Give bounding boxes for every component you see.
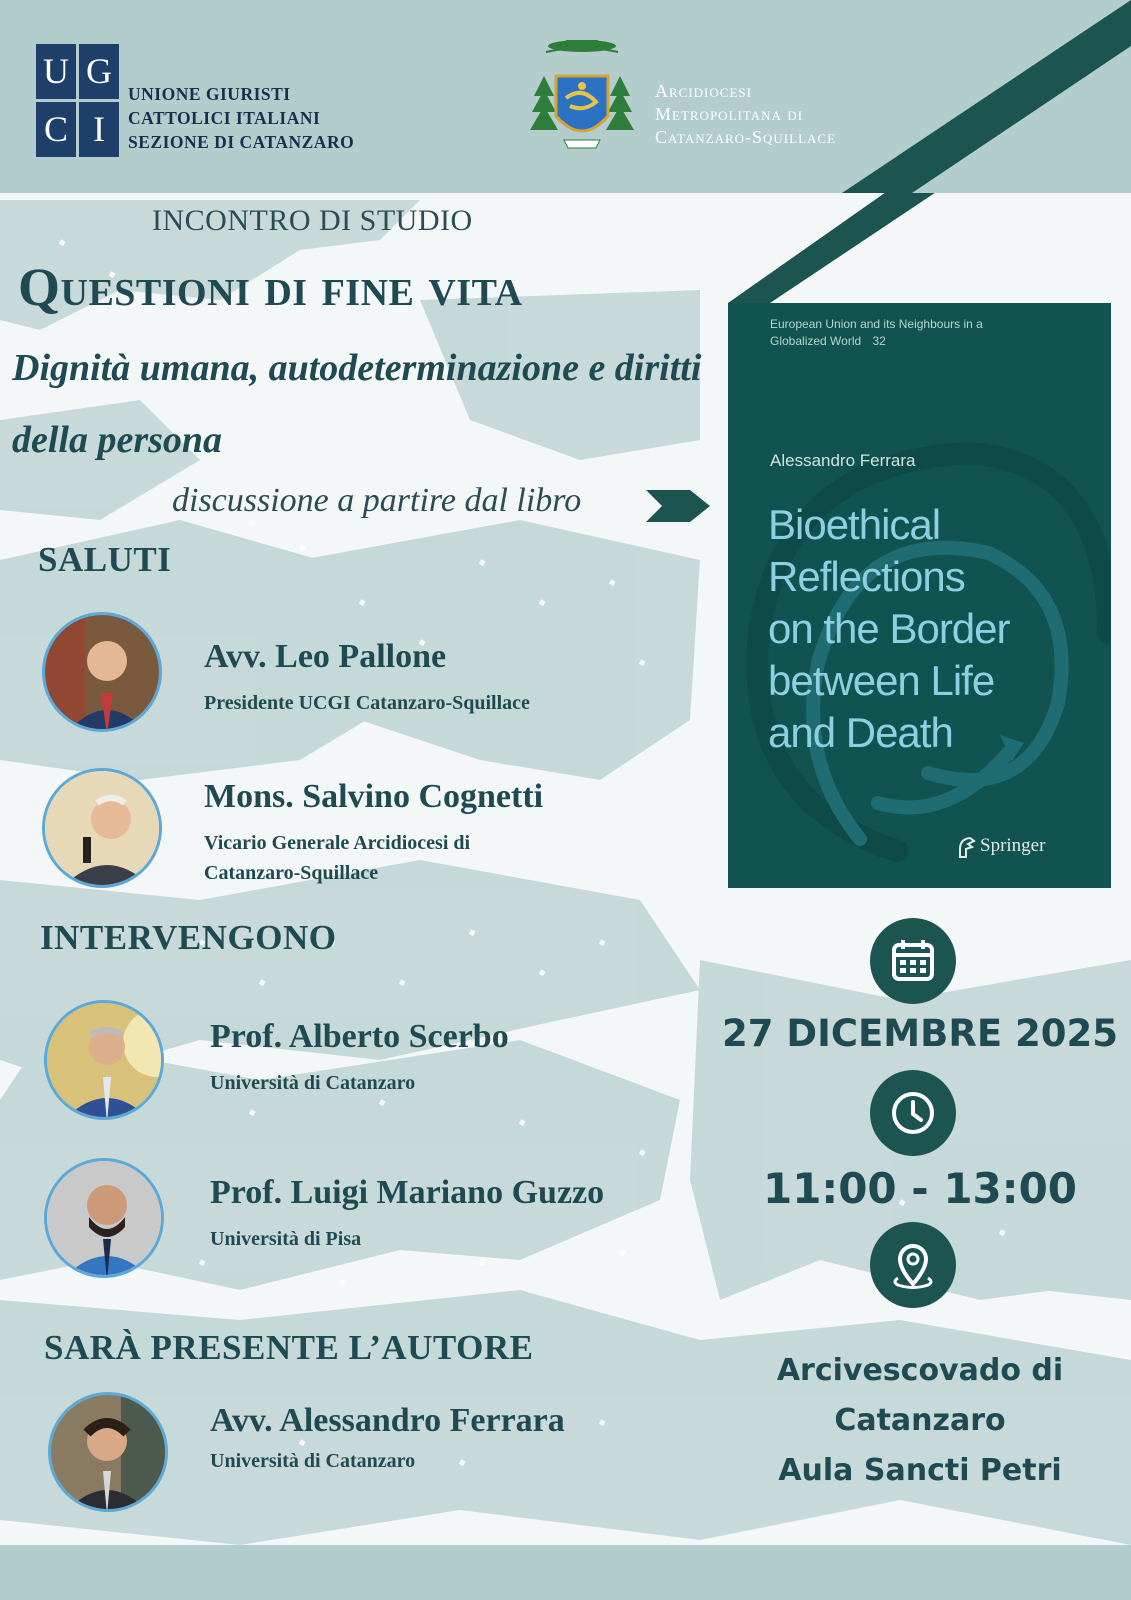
speaker-name: Avv. Leo Pallone bbox=[204, 638, 447, 675]
book-title-line: and Death bbox=[768, 709, 953, 756]
speaker-role: Università di Pisa bbox=[210, 1228, 362, 1250]
venue-line: Arcivescovado di bbox=[776, 1353, 1064, 1388]
ucgi-name-line: SEZIONE DI CATANZARO bbox=[128, 132, 355, 152]
book-volume: 32 bbox=[872, 334, 886, 348]
speaker-name: Avv. Alessandro Ferrara bbox=[210, 1402, 565, 1439]
speaker-role: Università di Catanzaro bbox=[210, 1450, 416, 1472]
diocese-name bbox=[655, 80, 836, 149]
section-saluti: SALUTI bbox=[38, 540, 172, 579]
book-title-line: between Life bbox=[768, 657, 995, 704]
arrow-right-icon bbox=[646, 490, 710, 522]
publisher-name: Springer bbox=[980, 835, 1046, 856]
ucgi-letter: G bbox=[79, 44, 119, 99]
venue-line: Catanzaro bbox=[834, 1403, 1006, 1438]
venue-line: Aula Sancti Petri bbox=[778, 1453, 1062, 1488]
ucgi-name-line: UNIONE GIURISTI bbox=[128, 84, 291, 104]
book-series bbox=[770, 316, 1030, 350]
ucgi-letter: C bbox=[36, 102, 76, 157]
book-note: discussione a partire dal libro bbox=[172, 482, 582, 519]
calendar-icon bbox=[870, 918, 956, 1004]
speaker-role: Università di Catanzaro bbox=[210, 1072, 416, 1094]
diocese-name-line: Catanzaro-Squillace bbox=[655, 127, 837, 147]
ucgi-name bbox=[128, 82, 354, 154]
event-title: Questioni di fine vita bbox=[18, 257, 523, 317]
diocese-name-line: Arcidiocesi bbox=[655, 81, 752, 101]
book-title bbox=[768, 499, 1108, 759]
avatar bbox=[44, 1158, 164, 1278]
speaker-name: Prof. Alberto Scerbo bbox=[210, 1018, 509, 1055]
book-series-title: European Union and its Neighbours in a Globalized World bbox=[770, 317, 983, 348]
clock-icon bbox=[870, 1070, 956, 1156]
avatar bbox=[42, 612, 162, 732]
section-autore: SARÀ PRESENTE L’AUTORE bbox=[44, 1328, 534, 1367]
book-author: Alessandro Ferrara bbox=[770, 451, 916, 470]
event-date: 27 DICEMBRE 2025 bbox=[722, 1012, 1118, 1055]
event-subtitle: Dignità umana, autodeterminazione e diritti della persona bbox=[12, 347, 702, 461]
speaker-name: Mons. Salvino Cognetti bbox=[204, 778, 544, 815]
archdiocese-crest bbox=[526, 36, 638, 156]
book-title-line: Bioethical bbox=[768, 501, 941, 548]
event-venue bbox=[710, 1346, 1130, 1496]
avatar bbox=[44, 1000, 164, 1120]
event-time: 11:00 - 13:00 bbox=[762, 1164, 1078, 1213]
book-cover bbox=[728, 303, 1111, 888]
diocese-name-line: Metropolitana di bbox=[655, 104, 804, 124]
ucgi-logo bbox=[36, 44, 120, 158]
speaker-role: Presidente UCGI Catanzaro-Squillace bbox=[204, 692, 530, 714]
section-intervengono: INTERVENGONO bbox=[40, 918, 337, 957]
ucgi-letter: U bbox=[36, 44, 76, 99]
avatar bbox=[42, 768, 162, 888]
location-pin-icon bbox=[870, 1222, 956, 1308]
springer-knight-icon bbox=[956, 835, 978, 859]
avatar bbox=[48, 1392, 168, 1512]
speaker-name: Prof. Luigi Mariano Guzzo bbox=[210, 1174, 605, 1211]
speaker-role: Vicario Generale Arcidiocesi di Catanzaro-Squillace bbox=[204, 832, 471, 884]
book-title-line: on the Border bbox=[768, 605, 1010, 652]
footer-band bbox=[0, 1545, 1131, 1600]
ucgi-letter: I bbox=[79, 102, 119, 157]
ucgi-name-line: CATTOLICI ITALIANI bbox=[128, 108, 321, 128]
event-type: INCONTRO DI STUDIO bbox=[152, 204, 473, 237]
book-title-line: Reflections bbox=[768, 553, 965, 600]
